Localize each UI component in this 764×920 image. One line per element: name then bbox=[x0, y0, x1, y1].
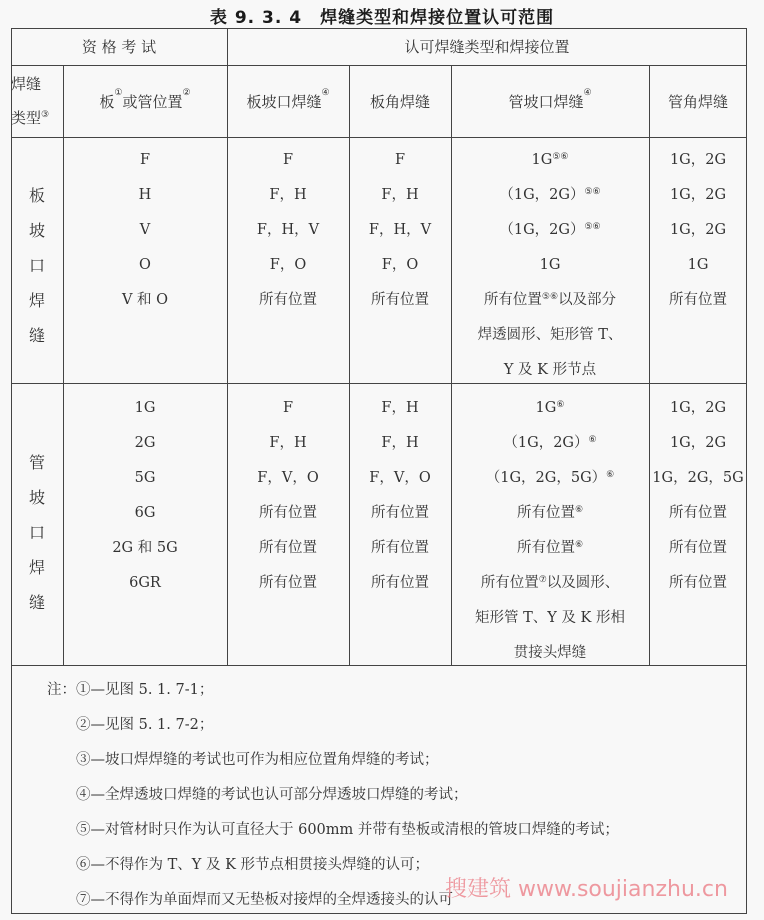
table-cell: 1G，2G bbox=[669, 435, 727, 451]
cell-text-after: 以及部分 bbox=[558, 292, 617, 308]
cell-text: （1G，2G） bbox=[499, 187, 585, 203]
header-position-pipe: 或管位置 bbox=[122, 92, 183, 111]
cell-text: 焊透圆形、矩形管 T、 bbox=[477, 327, 623, 343]
footnote-ref: ⑤⑥ bbox=[584, 187, 601, 197]
cell-text: 矩形管 T、Y 及 K 形相 bbox=[474, 610, 625, 626]
table-cell bbox=[499, 178, 600, 213]
footnote-ref: ⑦ bbox=[538, 575, 547, 585]
column-pipe-fillet bbox=[649, 391, 747, 601]
table-cell bbox=[484, 283, 616, 318]
table-cell: 1G，2G bbox=[669, 187, 727, 203]
table-cell: 所有位置 bbox=[669, 505, 727, 521]
weld-type-char: 坡 bbox=[28, 221, 45, 240]
header-plate-groove-text: 板坡口焊缝 bbox=[246, 92, 322, 111]
table-cell: F，H bbox=[381, 187, 419, 203]
table-cell: F bbox=[394, 152, 406, 168]
footnote-ref: ⑤⑥ bbox=[584, 222, 601, 232]
column-positions bbox=[63, 143, 227, 318]
notes-label: 注： bbox=[47, 682, 76, 698]
table-title: 表 9. 3. 4 焊缝类型和焊接位置认可范围 bbox=[209, 8, 555, 28]
table-cell: F，V，O bbox=[369, 470, 431, 486]
note-text: ⑥—不得作为 T、Y 及 K 形节点相贯接头焊缝的认可； bbox=[76, 857, 430, 873]
table-cell bbox=[517, 496, 583, 531]
weld-type-char: 缝 bbox=[28, 593, 45, 612]
weld-type-char: 口 bbox=[28, 256, 45, 275]
header-pipe-groove bbox=[451, 65, 649, 137]
header-pipe-fillet-label: 管角焊缝 bbox=[667, 92, 728, 111]
cell-text: （1G，2G） bbox=[503, 435, 589, 451]
table-cell: 1G，2G bbox=[669, 400, 727, 416]
weld-type-char: 口 bbox=[28, 523, 45, 542]
cell-text: （1G，2G） bbox=[499, 222, 585, 238]
table-cell: V 和 O bbox=[121, 292, 169, 308]
cell-text: 贯接头焊缝 bbox=[513, 645, 587, 661]
cell-text: 所有位置 bbox=[516, 540, 575, 556]
table-cell: 所有位置 bbox=[669, 575, 727, 591]
watermark: 搜建筑 www.soujianzhu.cn bbox=[445, 877, 728, 902]
table-cell: F，H bbox=[381, 400, 419, 416]
header-plate-groove-label bbox=[246, 87, 330, 112]
note-text: ①—见图 5. 1. 7-1； bbox=[76, 682, 214, 698]
table-cell: F，H bbox=[269, 187, 307, 203]
table-cell bbox=[514, 636, 587, 671]
cell-text: 1G bbox=[539, 257, 561, 273]
footnote-ref: ② bbox=[182, 87, 191, 98]
note-text: ⑤—对管材时只作为认可直径大于 600mm 并带有垫板或清根的管坡口焊缝的考试； bbox=[76, 822, 619, 838]
column-pipe-fillet bbox=[649, 143, 747, 318]
table-cell: 所有位置 bbox=[371, 292, 429, 308]
footnote-ref: ⑥ bbox=[556, 400, 565, 410]
table-cell: F，H，V bbox=[368, 222, 432, 238]
cell-text-after: 以及圆形、 bbox=[546, 575, 620, 591]
table-cell: 2G 和 5G bbox=[112, 540, 178, 556]
column-plate-fillet bbox=[349, 143, 451, 318]
header-weld-type-line2 bbox=[11, 101, 49, 135]
weld-type-char: 缝 bbox=[28, 326, 45, 345]
header-plate-groove bbox=[227, 65, 349, 137]
table-cell bbox=[481, 566, 620, 601]
table-cell: H bbox=[138, 187, 152, 203]
table-cell: F，O bbox=[381, 257, 419, 273]
note-text: ③—坡口焊焊缝的考试也可作为相应位置角焊缝的考试； bbox=[76, 752, 439, 768]
note-item bbox=[20, 813, 619, 848]
note-item bbox=[20, 673, 619, 708]
cell-text: 所有位置 bbox=[516, 505, 575, 521]
footnote-ref: ① bbox=[114, 87, 123, 98]
column-positions bbox=[63, 391, 227, 601]
table-cell: 所有位置 bbox=[669, 540, 727, 556]
weld-type-label bbox=[12, 445, 62, 620]
footnote-ref: ④ bbox=[583, 87, 592, 98]
column-plate-groove bbox=[227, 391, 349, 601]
footnote-ref: ⑥ bbox=[588, 435, 597, 445]
table-cell: 所有位置 bbox=[259, 575, 317, 591]
table-cell: O bbox=[139, 257, 151, 273]
header-qualification-test bbox=[11, 28, 227, 65]
footnote-ref: ⑥ bbox=[606, 470, 615, 480]
table-cell: 所有位置 bbox=[669, 292, 727, 308]
note-text: ④—全焊透坡口焊缝的考试也认可部分焊透坡口焊缝的考试； bbox=[76, 787, 468, 803]
header-weld-type-line1: 焊缝 bbox=[11, 75, 42, 93]
header-plate-fillet bbox=[349, 65, 451, 137]
table-cell: 所有位置 bbox=[371, 505, 429, 521]
header-position-label bbox=[99, 87, 191, 112]
table-cell: F，O bbox=[269, 257, 307, 273]
weld-type-char: 板 bbox=[28, 186, 45, 205]
table-cell: V bbox=[139, 222, 151, 238]
weld-type-char: 管 bbox=[28, 453, 45, 472]
table-cell bbox=[503, 426, 596, 461]
table-cell bbox=[540, 248, 561, 283]
note-item bbox=[20, 743, 619, 778]
table-cell: 1G bbox=[687, 257, 709, 273]
header-pipe-groove-label bbox=[508, 87, 592, 112]
footnote-ref: ⑥ bbox=[574, 505, 584, 515]
cell-text: Y 及 K 形节点 bbox=[503, 362, 597, 378]
table-cell bbox=[486, 461, 615, 496]
footnote-ref: ④ bbox=[321, 87, 330, 98]
cell-text: （1G，2G，5G） bbox=[485, 470, 607, 486]
table-cell: 所有位置 bbox=[371, 540, 429, 556]
table-cell bbox=[517, 531, 583, 566]
column-plate-groove bbox=[227, 143, 349, 318]
table-cell: F，H bbox=[381, 435, 419, 451]
header-position-plate: 板 bbox=[99, 92, 115, 111]
table-cell: 5G bbox=[134, 470, 156, 486]
header-weld-type bbox=[11, 65, 63, 137]
weld-type-label bbox=[12, 178, 62, 353]
weld-type-char: 焊 bbox=[28, 558, 45, 577]
table-cell: 2G bbox=[134, 435, 156, 451]
footnote-ref: ⑤⑥ bbox=[541, 292, 559, 302]
header-plate-fillet-label: 板角焊缝 bbox=[369, 92, 430, 111]
header-bottom-line bbox=[11, 137, 747, 138]
table-cell: F bbox=[282, 152, 294, 168]
cell-text: 所有位置 bbox=[480, 575, 539, 591]
column-pipe-groove bbox=[451, 391, 649, 671]
table-cell: 1G，2G bbox=[669, 152, 727, 168]
header-position bbox=[63, 65, 227, 137]
note-text: ②—见图 5. 1. 7-2； bbox=[76, 717, 214, 733]
cell-text: 所有位置 bbox=[483, 292, 542, 308]
footnote-ref: ③ bbox=[41, 110, 50, 120]
table-cell bbox=[532, 143, 569, 178]
cell-text: 1G bbox=[531, 152, 553, 168]
cell-text: 1G bbox=[535, 400, 557, 416]
table-cell: 所有位置 bbox=[259, 540, 317, 556]
table-cell bbox=[478, 318, 623, 353]
column-pipe-groove bbox=[451, 143, 649, 388]
note-item bbox=[20, 778, 619, 813]
note-text: ⑦—不得作为单面焊而又无垫板对接焊的全焊透接头的认可 bbox=[76, 892, 453, 908]
table-cell: 1G bbox=[134, 400, 156, 416]
table-cell bbox=[499, 213, 600, 248]
table-cell: 所有位置 bbox=[371, 575, 429, 591]
table-cell: 所有位置 bbox=[259, 292, 317, 308]
table-cell bbox=[504, 353, 596, 388]
table-cell: 所有位置 bbox=[259, 505, 317, 521]
footnote-ref: ⑥ bbox=[574, 540, 584, 550]
weld-type-char: 坡 bbox=[28, 488, 45, 507]
table-cell: F，H bbox=[269, 435, 307, 451]
table-cell: 1G，2G，5G bbox=[652, 470, 744, 486]
weld-type-char: 焊 bbox=[28, 291, 45, 310]
footnote-ref: ⑤⑥ bbox=[552, 152, 569, 162]
header-weld-type-line2-text: 类型 bbox=[11, 109, 42, 127]
header-approved-group-label: 认可焊缝类型和焊接位置 bbox=[404, 38, 570, 56]
table-cell: F bbox=[139, 152, 151, 168]
header-pipe-fillet bbox=[649, 65, 747, 137]
table-cell: F bbox=[282, 400, 294, 416]
header-qualification-test-label: 资 格 考 试 bbox=[81, 38, 157, 56]
column-plate-fillet bbox=[349, 391, 451, 601]
header-approved-group bbox=[227, 28, 747, 65]
table-cell: F，H，V bbox=[256, 222, 320, 238]
table-cell: F，V，O bbox=[257, 470, 319, 486]
table-cell: 1G，2G bbox=[669, 222, 727, 238]
header-pipe-groove-text: 管坡口焊缝 bbox=[508, 92, 584, 111]
table-cell: 6GR bbox=[129, 575, 161, 591]
table-cell: 6G bbox=[134, 505, 156, 521]
note-item bbox=[20, 708, 619, 743]
table-cell bbox=[475, 601, 625, 636]
table-cell bbox=[536, 391, 565, 426]
